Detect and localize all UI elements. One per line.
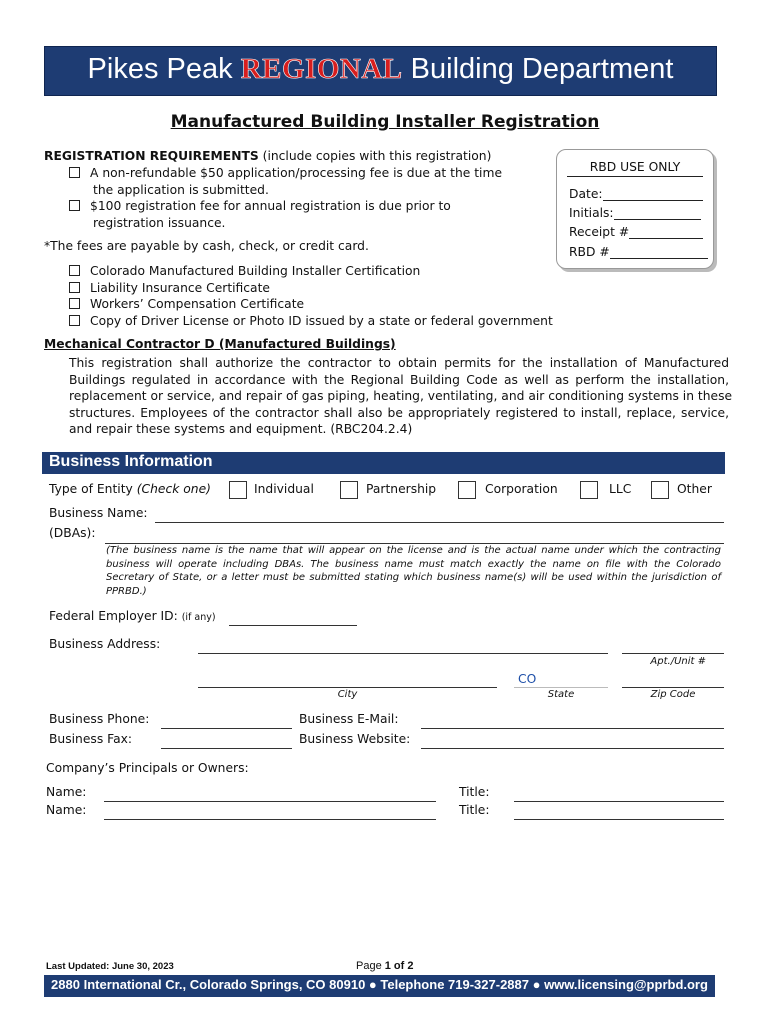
rbd-number-label: RBD #	[569, 245, 610, 259]
document-list	[69, 263, 553, 329]
payment-note: *The fees are payable by cash, check, or credit card.	[44, 239, 369, 253]
business-website-field[interactable]	[421, 748, 724, 749]
principal-name-field-1[interactable]	[104, 801, 436, 802]
business-info-bar	[42, 452, 725, 474]
document-item	[69, 313, 553, 330]
principal-name-label-1: Name:	[46, 785, 87, 799]
business-info-title: Business Information	[49, 453, 213, 470]
contractor-description	[69, 355, 733, 438]
entity-option-llc[interactable]	[580, 480, 598, 499]
principal-name-field-2[interactable]	[104, 819, 436, 820]
principal-title-label-2: Title:	[459, 803, 490, 817]
entity-hint: (Check one)	[136, 482, 211, 496]
rbd-initials-field[interactable]	[614, 207, 701, 220]
checkbox-llc[interactable]	[580, 481, 598, 499]
requirements-heading-note: (include copies with this registration)	[258, 149, 492, 163]
fee-item-1-line-2: the application is submitted.	[93, 182, 269, 197]
entity-label-individual: Individual	[254, 482, 314, 496]
principal-title-label-1: Title:	[459, 785, 490, 799]
principal-name-label-2: Name:	[46, 803, 87, 817]
fee-item-1	[69, 165, 502, 198]
state-value[interactable]: CO	[518, 672, 537, 686]
rbd-initials-row	[569, 206, 701, 220]
page-mid: of	[390, 960, 408, 972]
header-post: Building Department	[402, 53, 674, 85]
requirements-heading	[44, 148, 491, 165]
note-line-3: Secretary of State, or a letter must be submitted stating which business name(s) will be used within the jurisdiction of	[106, 572, 721, 583]
fein-label	[49, 608, 216, 627]
checkbox-individual[interactable]	[229, 481, 247, 499]
fee-item-2-line-1: $100 registration fee for annual registration is due prior to	[90, 199, 451, 213]
contractor-line-5: and repair these systems and equipment. (RBC204.2.4)	[69, 422, 413, 437]
department-header	[44, 46, 717, 96]
apt-unit-label: Apt./Unit #	[650, 656, 706, 667]
note-line-2: business will operate including DBAs. The business name must match exactly the name on file with the Colorado	[106, 558, 721, 570]
principal-title-field-2[interactable]	[514, 819, 724, 820]
checkbox-corporation[interactable]	[458, 481, 476, 499]
business-name-label: Business Name:	[49, 506, 148, 520]
header-pre: Pikes Peak	[87, 53, 241, 85]
entity-label-other: Other	[677, 482, 712, 496]
business-email-label: Business E-Mail:	[299, 712, 399, 726]
zip-label: Zip Code	[650, 689, 696, 700]
document-label-4: Copy of Driver License or Photo ID issued by a state or federal government	[90, 313, 553, 328]
page-total: 2	[407, 960, 414, 972]
rbd-date-field[interactable]	[603, 188, 703, 201]
rbd-number-field[interactable]	[610, 246, 708, 259]
city-label: City	[337, 689, 358, 700]
fee-item-2	[69, 198, 451, 231]
principals-label: Company’s Principals or Owners:	[46, 761, 249, 775]
footer-contact-bar	[44, 975, 715, 997]
business-name-field[interactable]	[155, 522, 724, 523]
contractor-line-4: structures. Employees of the contractor shall also be appropriately registered to install, replace, service,	[69, 405, 729, 420]
business-phone-field[interactable]	[161, 728, 292, 729]
state-label: State	[547, 689, 575, 700]
checkbox-other[interactable]	[651, 481, 669, 499]
entity-label-text: Type of Entity	[49, 482, 137, 496]
contractor-line-2: Buildings regulated in accordance with the Regional Building Code as well as perform the installation,	[69, 372, 729, 387]
rbd-receipt-row	[569, 225, 703, 239]
document-item	[69, 296, 553, 313]
business-email-field[interactable]	[421, 728, 724, 729]
business-fax-field[interactable]	[161, 748, 292, 749]
rbd-number-row	[569, 245, 708, 259]
form-title: Manufactured Building Installer Registration	[170, 112, 600, 132]
last-updated: Last Updated: June 30, 2023	[46, 961, 174, 972]
dbas-label: (DBAs):	[49, 526, 96, 540]
checkbox-partnership[interactable]	[340, 481, 358, 499]
note-line-4: PPRBD.)	[106, 585, 147, 597]
business-phone-label: Business Phone:	[49, 712, 150, 726]
entity-option-partnership[interactable]	[340, 480, 358, 499]
contractor-line-3: replacement or service, and repair of gas piping, heating, ventilating, and air conditioning systems in these	[69, 389, 733, 404]
entity-label-corporation: Corporation	[485, 482, 558, 496]
document-item	[69, 280, 553, 297]
checkbox-doc-4[interactable]	[69, 315, 80, 326]
entity-type-label	[49, 481, 211, 498]
page-indicator	[356, 960, 414, 972]
requirements-heading-bold: REGISTRATION REQUIREMENTS	[44, 149, 259, 163]
document-label-1: Colorado Manufactured Building Installer Certification	[90, 264, 421, 278]
rbd-receipt-label: Receipt #	[569, 225, 630, 239]
checkbox-doc-1[interactable]	[69, 265, 80, 276]
rbd-use-only-box	[556, 149, 714, 269]
fee-item-2-line-2: registration issuance.	[93, 215, 226, 230]
entity-option-corporation[interactable]	[458, 480, 476, 499]
checkbox-doc-3[interactable]	[69, 298, 80, 309]
footer-contact: 2880 International Cr., Colorado Springs, CO 80910 ● Telephone 719-327-2887 ● www.licensing@pprbd.org	[51, 977, 708, 992]
document-label-2: Liability Insurance Certificate	[90, 280, 270, 295]
fein-label-text: Federal Employer ID:	[49, 609, 182, 623]
business-fax-label: Business Fax:	[49, 732, 133, 746]
business-address-label: Business Address:	[49, 637, 161, 651]
rbd-date-label: Date:	[569, 187, 603, 201]
entity-option-individual[interactable]	[229, 480, 247, 499]
business-website-label: Business Website:	[299, 732, 411, 746]
checkbox-doc-2[interactable]	[69, 282, 80, 293]
checkbox-fee-2[interactable]	[69, 200, 80, 211]
department-name	[45, 53, 716, 86]
note-line-1: (The business name is the name that will appear on the license and is the actual name under which the contracting	[106, 545, 721, 556]
document-item	[69, 263, 553, 280]
entity-option-other[interactable]	[651, 480, 669, 499]
entity-label-llc: LLC	[609, 482, 632, 496]
street-address-field[interactable]	[198, 653, 608, 654]
document-label-3: Workers’ Compensation Certificate	[90, 297, 305, 312]
page-pre: Page	[356, 960, 385, 972]
fein-hint: (if any)	[181, 612, 216, 623]
entity-label-partnership: Partnership	[366, 482, 437, 496]
contractor-heading: Mechanical Contractor D (Manufactured Buildings)	[44, 337, 396, 351]
fein-field[interactable]	[229, 625, 357, 626]
fee-item-1-line-1: A non-refundable $50 application/processing fee is due at the time	[90, 166, 503, 180]
zip-field[interactable]	[622, 687, 724, 688]
principal-title-field-1[interactable]	[514, 801, 724, 802]
header-regional: REGIONAL	[240, 53, 403, 85]
apt-unit-field[interactable]	[622, 653, 724, 654]
city-field[interactable]	[198, 687, 497, 688]
contractor-line-1: This registration shall authorize the contractor to obtain permits for the installation of Manufactured	[69, 356, 729, 370]
rbd-date-row	[569, 187, 703, 201]
rbd-receipt-field[interactable]	[629, 226, 703, 239]
rbd-heading: RBD USE ONLY	[567, 160, 703, 177]
checkbox-fee-1[interactable]	[69, 167, 80, 178]
business-name-note	[106, 544, 721, 598]
page-number: 1	[384, 960, 391, 972]
state-field[interactable]	[514, 687, 608, 688]
rbd-initials-label: Initials:	[569, 206, 614, 220]
